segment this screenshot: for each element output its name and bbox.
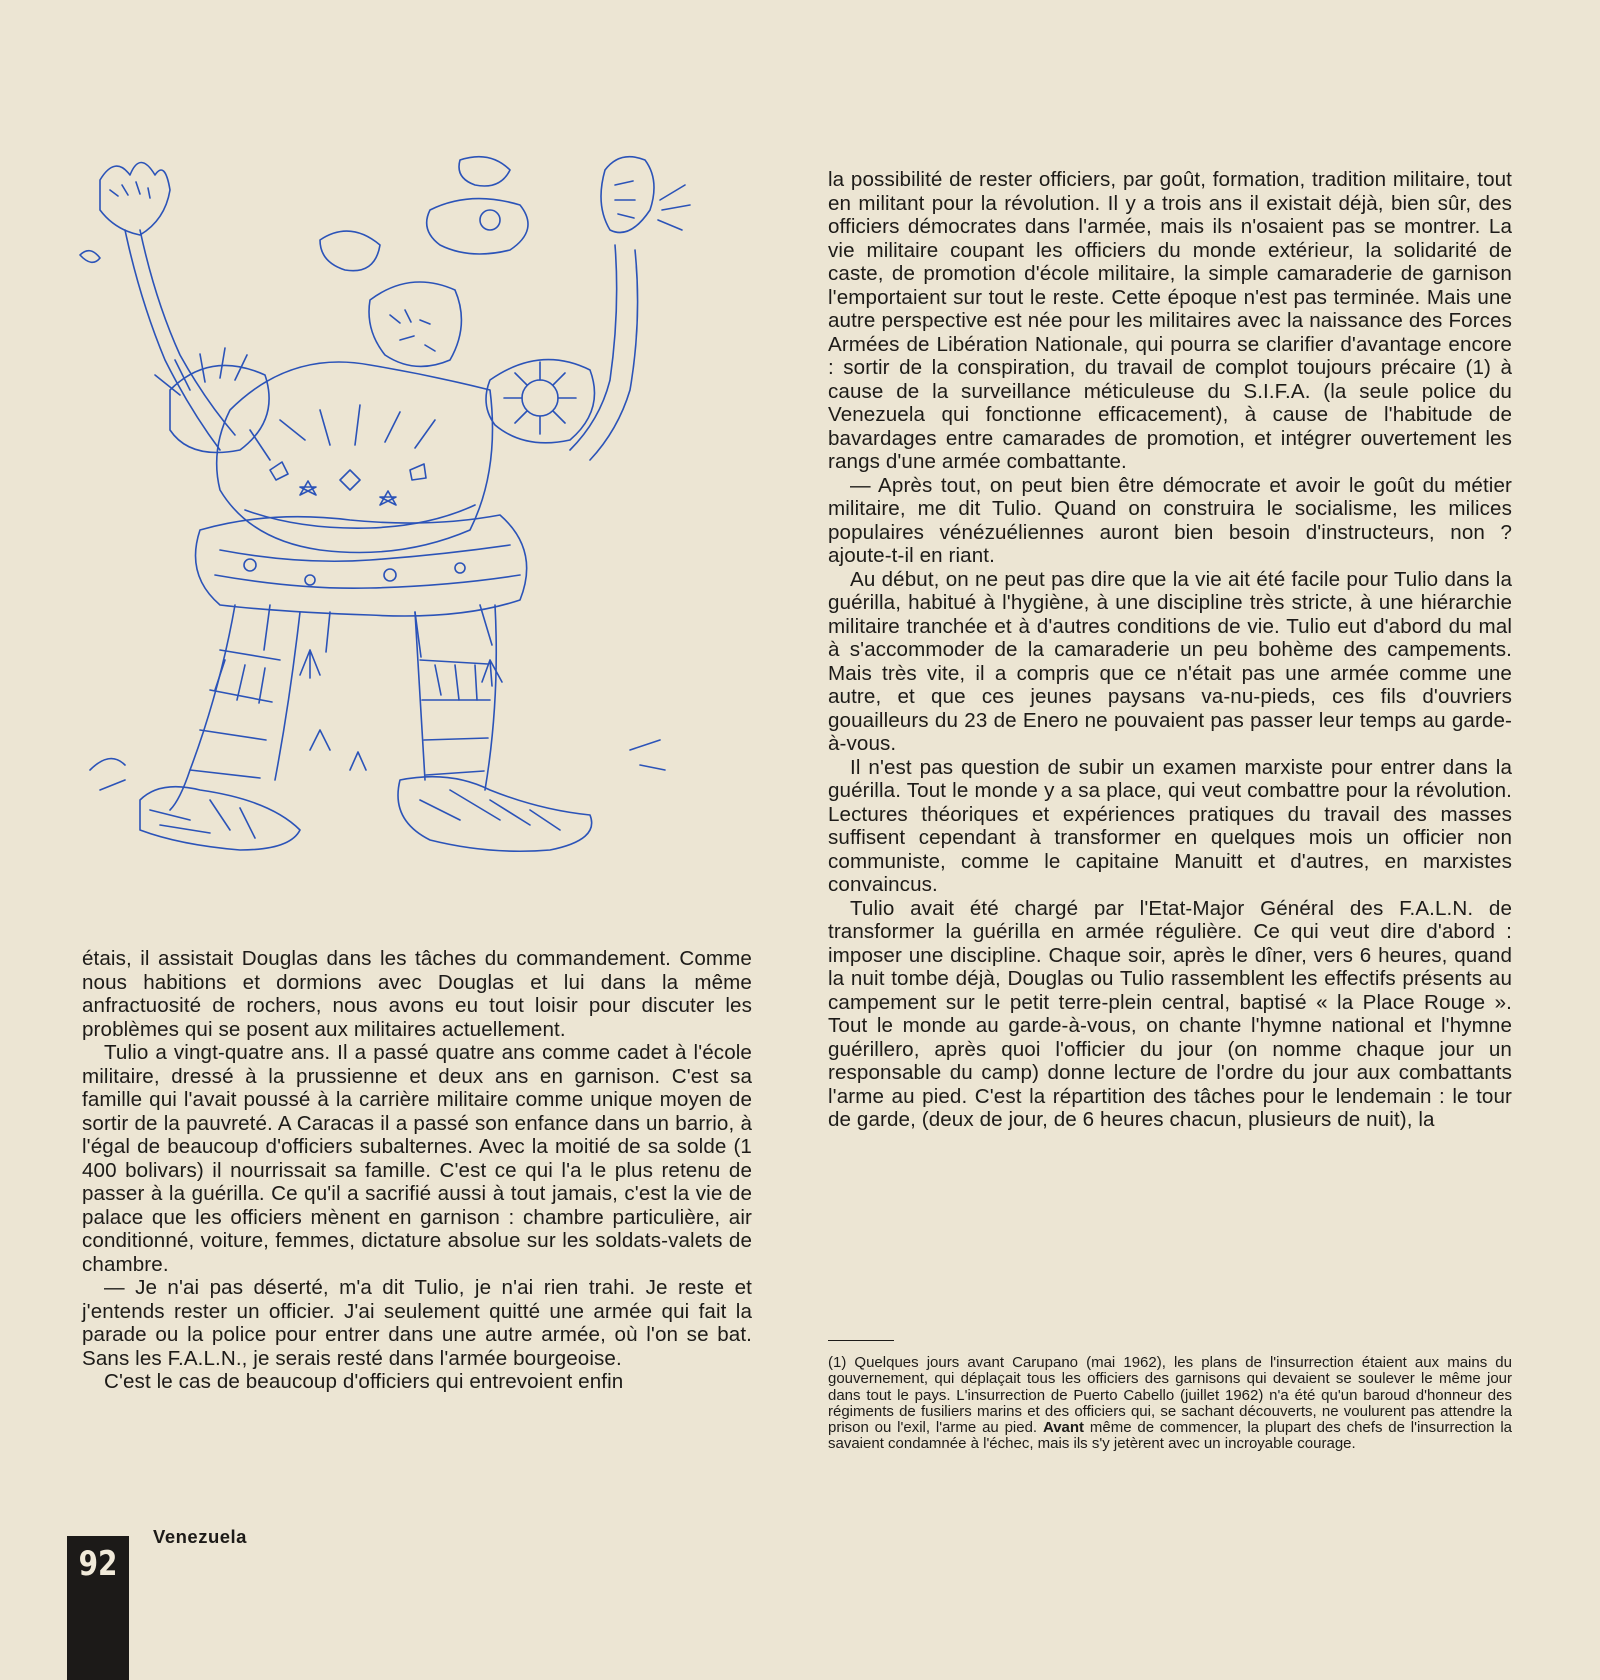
page-number: 92 — [78, 1544, 118, 1584]
footnote — [828, 1355, 1512, 1453]
paragraph: — Après tout, on peut bien être démocrate et avoir le goût du métier militaire, me dit Tulio. Quand on construira le socialisme, les milices populaires vénézuéliennes auront bien besoin d'instructeurs, non ? ajoute-t-il en riant. — [828, 473, 1512, 567]
paragraph: C'est le cas de beaucoup d'officiers qui entrevoient enfin — [104, 1370, 624, 1393]
paragraph: Tulio avait été chargé par l'Etat-Major Général des F.A.L.N. de transformer la guérilla en armée régulière. Ce qui veut dire d'abord : imposer une discipline. Chaque soir, après le dîner, vers 6 heures, quand la nuit tombe déjà, Douglas ou Tulio rassemblent les effectifs présents au campement sur le petit terre-plein central, baptisé « la Place Rouge ». Tout le monde au garde-à-vous, on chante l'hymne national et l'hymne guérillero, après quoi l'officier du jour (on nomme chaque jour un responsable du camp) donne lecture de l'ordre du jour aux combattants l'arme au pied. C'est la répartition des tâches pour le lendemain : le tour de garde, (deux de jour, de 6 heures chacun, plusieurs de nuit), la — [828, 896, 1512, 1131]
paragraph: étais, il assistait Douglas dans les tâches du commandement. Comme nous habitions et dormions avec Douglas et lui dans la même anfractuosité de rochers, nous avons eu tout loisir pour discuter les problèmes qui se posent aux militaires actuellement. — [82, 947, 752, 1041]
footnote-text-end: même de commencer, la plupart des chefs de l'insurrection la savaient condamnée à l'échec, mais ils s'y jetèrent avec un incroyable courage. — [828, 1419, 1512, 1453]
paragraph: la possibilité de rester officiers, par goût, formation, tradition militaire, tout en militant pour la révolution. Il y a trois ans il existait déjà, bien sûr, des officiers démocrates dans l'armée, mais ils n'osaient pas se montrer. La vie militaire coupant les officiers du monde extérieur, la solidarité de caste, de promotion d'école militaire, la simple camaraderie de garnison l'emportaient sur tout le reste. Cette époque n'est pas terminée. Mais une autre perspective est née pour les militaires avec la naissance des Forces Armées de Libération Nationale, qui pourra se clarifier d'avantage encore : sortir de la conspiration, du travail de complot toujours précaire (1) à cause de la surveillance méticuleuse du S.I.F.A. (la seule police du Venezuela qui fonctionne efficacement), à cause de l'habitude de bavardages entre camarades de promotion, et intégrer ouvertement les rangs d'une armée combattante. — [828, 168, 1512, 473]
paragraph: — Je n'ai pas déserté, m'a dit Tulio, je n'ai rien trahi. Je reste et j'entends rester un officier. J'ai seulement quitté une armée qui fait la parade ou la police pour entrer dans une autre armée, où l'on se bat. Sans les F.A.L.N., je serais resté dans l'armée bourgeoise. — [82, 1276, 752, 1370]
running-title: Venezuela — [153, 1526, 247, 1547]
page-number-block — [67, 1536, 129, 1680]
left-column-text — [82, 947, 752, 1394]
paragraph: Tulio a vingt-quatre ans. Il a passé quatre ans comme cadet à l'école militaire, dressé à la prussienne et deux ans en garnison. C'est sa famille qui l'avait poussé à la carrière militaire comme unique moyen de sortir de la pauvreté. A Caracas il a passé son enfance dans un barrio, à l'égal de beaucoup d'officiers subalternes. Avec la moitié de sa solde (1 400 bolivars) il nourrissait sa famille. C'est ce qui l'a le plus retenu de passer à la guérilla. Ce qu'il a sacrifié aussi à tout jamais, c'est la vie de palace que les officiers mènent en garnison : chambre particulière, air conditionné, voiture, femmes, dictature absolue sur les soldats-valets de chambre. — [82, 1041, 752, 1276]
paragraph: Il n'est pas question de subir un examen marxiste pour entrer dans la guérilla. Tout le monde y a sa place, qui veut combattre pour la révolution. Lectures théoriques et expériences pratiques du travail des masses suffisent cependant à transformer en quelques mois un officier non communiste, comme le capitaine Manuitt et d'autres, en marxistes convaincus. — [828, 755, 1512, 896]
footnote-text: (1) Quelques jours avant Carupano (mai 1962), les plans de l'insurrection étaient aux mains du gouvernement, qui déplaçait tous les officiers des garnisons qui devaient se soulever le même jour dans tout le pays. L'insurrection de Puerto Cabello (juillet 1962) n'a été qu'un baroud d'honneur des régiments de fusiliers marins et des officiers qui, se sachant découverts, ne voulurent pas attendre la prison ou l'exil, l'arme au pied. — [828, 1354, 1512, 1437]
paragraph: Au début, on ne peut pas dire que la vie ait été facile pour Tulio dans la guérilla, habitué à l'hygiène, à une discipline très stricte, à une hiérarchie militaire tranchée et à d'autres conditions de vie. Tulio eut d'abord du mal à s'accommoder de la camaraderie un peu bohème des campements. Mais très vite, il a compris que ce n'était pas une armée comme une autre, et que ces jeunes paysans va-nu-pieds, ces fils d'ouvriers gouailleurs du 23 de Enero ne pouvaient pas passer leur temps au garde-à-vous. — [828, 567, 1512, 755]
footnote-divider — [828, 1340, 894, 1341]
ink-figure-drawing-icon — [70, 150, 710, 895]
right-column-text — [828, 168, 1512, 1132]
footnote-bold-word: Avant — [1042, 1419, 1085, 1437]
